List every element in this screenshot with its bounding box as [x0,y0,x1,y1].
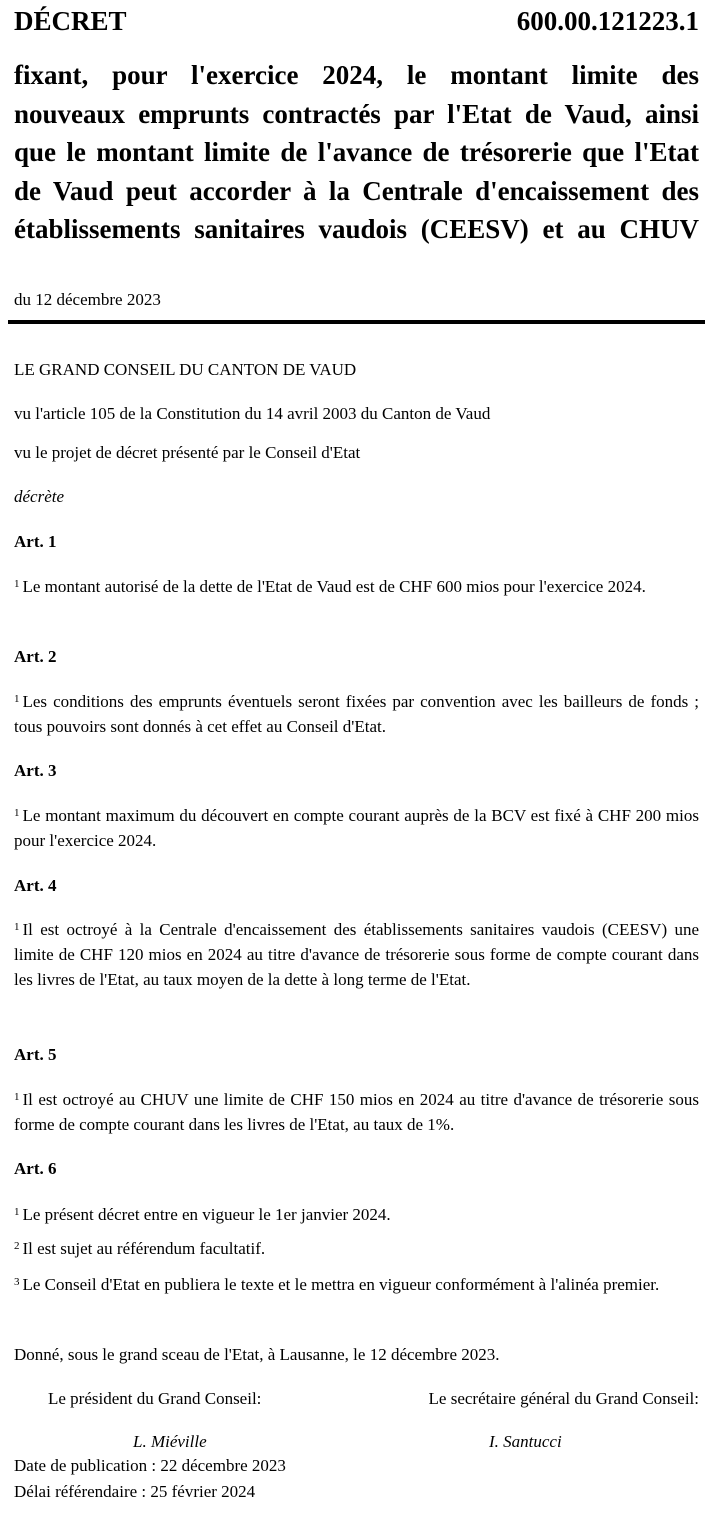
alinea-text: Le Conseil d'Etat en publiera le texte et le mettra en vigueur conformément à l'alinéa premier. [22,1275,660,1294]
article-6-alinea-2 [14,1236,699,1261]
decree-title [14,56,699,249]
president-title: Le président du Grand Conseil: [48,1389,262,1408]
decrete-label: décrète [14,487,65,506]
alinea-number: 1 [14,921,20,933]
article-4-heading: Art. 4 [14,876,57,895]
alinea-number: 1 [14,807,20,819]
alinea-text: Le montant maximum du découvert en compte courant auprès de la BCV est fixé à CHF 200 mios pour l'exercice 2024. [14,806,699,850]
article-3-alinea-1 [14,803,699,853]
alinea-text: Il est octroyé à la Centrale d'encaissement des établissements sanitaires vaudois (CEESV) une limite de CHF 120 mios en 2024 au titre d'avance de trésorerie sous forme de compte courant dans les livres de l'Etat, au taux moyen de la dette à long terme de l'Etat. [14,920,699,989]
article-3-heading: Art. 3 [14,761,57,780]
article-6-heading: Art. 6 [14,1159,57,1178]
alinea-text: Il est sujet au référendum facultatif. [22,1239,266,1258]
secretary-name: I. Santucci [489,1432,562,1451]
alinea-text: Le montant autorisé de la dette de l'Etat de Vaud est de CHF 600 mios pour l'exercice 2024. [22,577,646,596]
alinea-number: 1 [14,693,20,705]
alinea-text: Le présent décret entre en vigueur le 1er janvier 2024. [22,1205,391,1224]
article-6-alinea-3 [14,1272,699,1297]
title-line: nouveaux emprunts contractés par l'Etat de Vaud, ainsi [14,98,699,129]
document-number: 600.00.121223.1 [516,6,699,36]
president-name: L. Miéville [133,1432,207,1451]
considerant-constitution: vu l'article 105 de la Constitution du 14 avril 2003 du Canton de Vaud [14,404,491,423]
article-2-alinea-1 [14,689,699,739]
decree-date: du 12 décembre 2023 [14,290,161,309]
alinea-number: 3 [14,1276,20,1288]
authority: LE GRAND CONSEIL DU CANTON DE VAUD [14,360,357,379]
article-6-alinea-1 [14,1202,699,1227]
article-5-alinea-1 [14,1087,699,1137]
article-5-heading: Art. 5 [14,1045,57,1064]
given-statement: Donné, sous le grand sceau de l'Etat, à Lausanne, le 12 décembre 2023. [14,1345,500,1364]
alinea-text: Il est octroyé au CHUV une limite de CHF 150 mios en 2024 au titre d'avance de trésorerie sous forme de compte courant dans les livres de l'Etat, au taux de 1%. [14,1090,699,1134]
secretary-title: Le secrétaire général du Grand Conseil: [428,1389,699,1408]
considerant-projet: vu le projet de décret présenté par le Conseil d'Etat [14,443,361,462]
alinea-number: 1 [14,1091,20,1103]
publication-date: Date de publication : 22 décembre 2023 [14,1456,286,1475]
article-2-heading: Art. 2 [14,647,57,666]
alinea-number: 1 [14,578,20,590]
title-line: établissements sanitaires vaudois (CEESV) et au CHUV [14,214,699,244]
alinea-number: 2 [14,1240,20,1252]
title-line: de Vaud peut accorder à la Centrale d'encaissement des [14,175,699,206]
article-4-alinea-1 [14,917,699,992]
header-divider [8,320,705,324]
title-line: fixant, pour l'exercice 2024, le montant limite des [14,60,699,90]
document-kind: DÉCRET [14,6,127,36]
alinea-number: 1 [14,1206,20,1218]
referendum-deadline: Délai référendaire : 25 février 2024 [14,1482,256,1501]
document-header [14,6,699,40]
alinea-text: Les conditions des emprunts éventuels seront fixées par convention avec les bailleurs de fonds ; tous pouvoirs sont donnés à cet effet au Conseil d'Etat. [14,692,699,736]
article-1-alinea-1 [14,574,699,599]
article-1-heading: Art. 1 [14,532,57,551]
title-line: que le montant limite de l'avance de trésorerie que l'Etat [14,137,699,167]
